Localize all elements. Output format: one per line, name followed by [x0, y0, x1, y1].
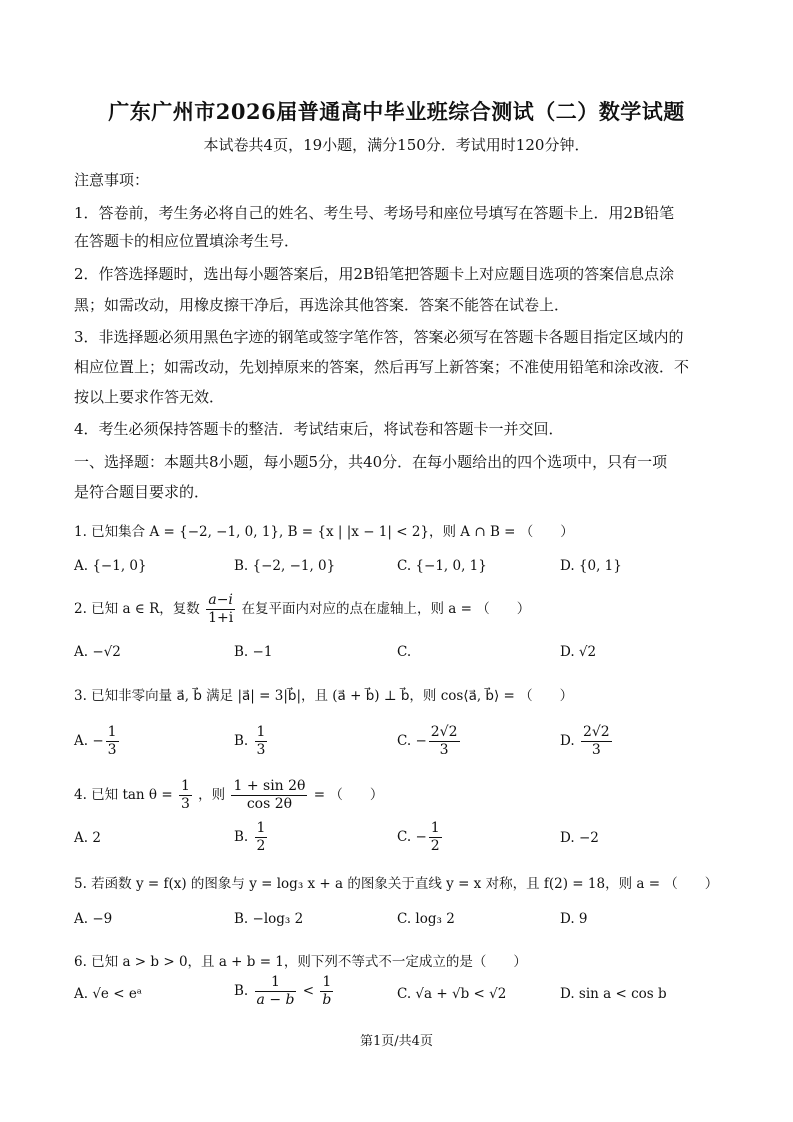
- q2-frac-numerator: a−i: [206, 592, 235, 610]
- page-footer: 第1页/共4页: [360, 1034, 433, 1049]
- question-1-stem: 1. 已知集合 A = {−2, −1, 0, 1}, B = {x | |x − 1| < 2}，则 A ∩ B = （ ）: [74, 524, 574, 540]
- question-3-stem: 3. 已知非零向量 a⃗, b⃗ 满足 |a⃗| = 3|b⃗|，且 (a⃗ + b⃗) ⊥ b⃗，则 cos⟨a⃗, b⃗⟩ = （ ）: [74, 688, 574, 704]
- q6-b-fraction-1: $\frac{1}{a - b}$: [256, 974, 295, 1008]
- q5-option-a: A. −9: [74, 911, 113, 927]
- section-heading-cont: 是符合题目要求的．: [74, 483, 210, 501]
- notice-line: 3．非选择题必须用黑色字迹的钢笔或签字笔作答，答案必须写在答题卡各题目指定区域内的: [74, 328, 684, 346]
- q4-c-fraction: $\frac{1}{2}$: [430, 820, 440, 854]
- q5-option-d: D. 9: [560, 911, 588, 927]
- q2-option-c: C.: [397, 644, 412, 660]
- q2-fraction: [206, 592, 235, 627]
- q2-option-a: A. −√2: [74, 644, 121, 660]
- q4-fraction-2: $\frac{1 + \sin 2\theta}{\cos 2\theta}$: [233, 778, 306, 812]
- q1-option-c: C. {−1, 0, 1}: [397, 558, 487, 574]
- q4-option-a: A. 2: [74, 830, 101, 846]
- q5-option-c: C. log₃ 2: [397, 911, 455, 927]
- question-4-stem: 4. 已知 tan θ = $\frac{1}{3}$ ，则 $\frac{1 + \sin 2\theta}{\cos 2\theta}$ = （ ）: [74, 778, 384, 812]
- notice-line: 1．答卷前，考生务必将自己的姓名、考生号、考场号和座位号填写在答题卡上．用2B铅笔: [74, 204, 675, 222]
- notice-line: 黑；如需改动，用橡皮擦干净后，再选涂其他答案．答案不能答在试卷上．: [74, 296, 570, 314]
- question-6-stem: 6. 已知 a > b > 0，且 a + b = 1，则下列不等式不一定成立的是（ ）: [74, 954, 527, 970]
- q4-b-fraction: $\frac{1}{2}$: [256, 820, 266, 854]
- q1-option-d: D. {0, 1}: [560, 558, 622, 574]
- q2-frac-denominator: 1+i: [208, 610, 234, 626]
- q2-stem-a: 2. 已知 a ∈ R，复数: [74, 601, 200, 617]
- q2-option-b: B. −1: [234, 644, 273, 660]
- q3-option-a: A. − $\frac{1}{3}$: [74, 724, 117, 758]
- exam-info: 本试卷共4页，19小题，满分150分．考试用时120分钟．: [203, 136, 590, 154]
- page-title: 广东广州市2026届普通高中毕业班综合测试（二）数学试题: [108, 99, 685, 124]
- q1-option-b: B. {−2, −1, 0}: [234, 558, 336, 574]
- q3-a-fraction: $\frac{1}{3}$: [107, 724, 117, 758]
- q3-c-fraction: $\frac{2√2}{3}$: [430, 724, 458, 758]
- notice-line: 在答题卡的相应位置填涂考生号．: [74, 232, 300, 250]
- question-5-stem: 5. 若函数 y = f(x) 的图象与 y = log₃ x + a 的图象关于直线 y = x 对称，且 f(2) = 18，则 a = （ ）: [74, 876, 719, 892]
- section-heading: 一、选择题：本题共8小题，每小题5分，共40分．在每小题给出的四个选项中，只有一项: [74, 453, 668, 471]
- q3-option-c: C. − $\frac{2√2}{3}$: [397, 724, 458, 758]
- notice-line: 2．作答选择题时，选出每小题答案后，用2B铅笔把答题卡上对应题目选项的答案信息点涂: [74, 265, 675, 283]
- q6-option-c: C. √a + √b < √2: [397, 986, 507, 1002]
- q3-d-fraction: $\frac{2√2}{3}$: [582, 724, 610, 758]
- q1-option-a: A. {−1, 0}: [74, 558, 147, 574]
- q6-option-d: D. sin a < cos b: [560, 986, 667, 1002]
- q3-option-d: D. $\frac{2√2}{3}$: [560, 724, 610, 758]
- notice-line: 4．考生必须保持答题卡的整洁．考试结束后，将试卷和答题卡一并交回．: [74, 420, 564, 438]
- q2-option-d: D. √2: [560, 644, 597, 660]
- q4-fraction-1: $\frac{1}{3}$: [180, 778, 190, 812]
- q4-option-d: D. −2: [560, 830, 599, 846]
- q2-stem-b: 在复平面内对应的点在虚轴上，则 a = （ ）: [241, 601, 531, 617]
- q3-b-fraction: $\frac{1}{3}$: [256, 724, 266, 758]
- question-2-stem: [74, 592, 724, 627]
- q6-option-b: B. $\frac{1}{a - b}$ < $\frac{1}{b}$: [234, 974, 332, 1008]
- q6-option-a: A. √e < eᵃ: [74, 986, 143, 1002]
- q4-option-b: B. $\frac{1}{2}$: [234, 820, 266, 854]
- q6-b-fraction-2: $\frac{1}{b}$: [322, 974, 332, 1008]
- q4-option-c: C. − $\frac{1}{2}$: [397, 820, 440, 854]
- notice-line: 相应位置上；如需改动，先划掉原来的答案，然后再写上新答案；不准使用铅笔和涂改液．不: [74, 358, 690, 376]
- q5-option-b: B. −log₃ 2: [234, 911, 304, 927]
- notice-line: 按以上要求作答无效．: [74, 388, 225, 406]
- notice-heading: 注意事项：: [74, 171, 150, 189]
- q3-option-b: B. $\frac{1}{3}$: [234, 724, 266, 758]
